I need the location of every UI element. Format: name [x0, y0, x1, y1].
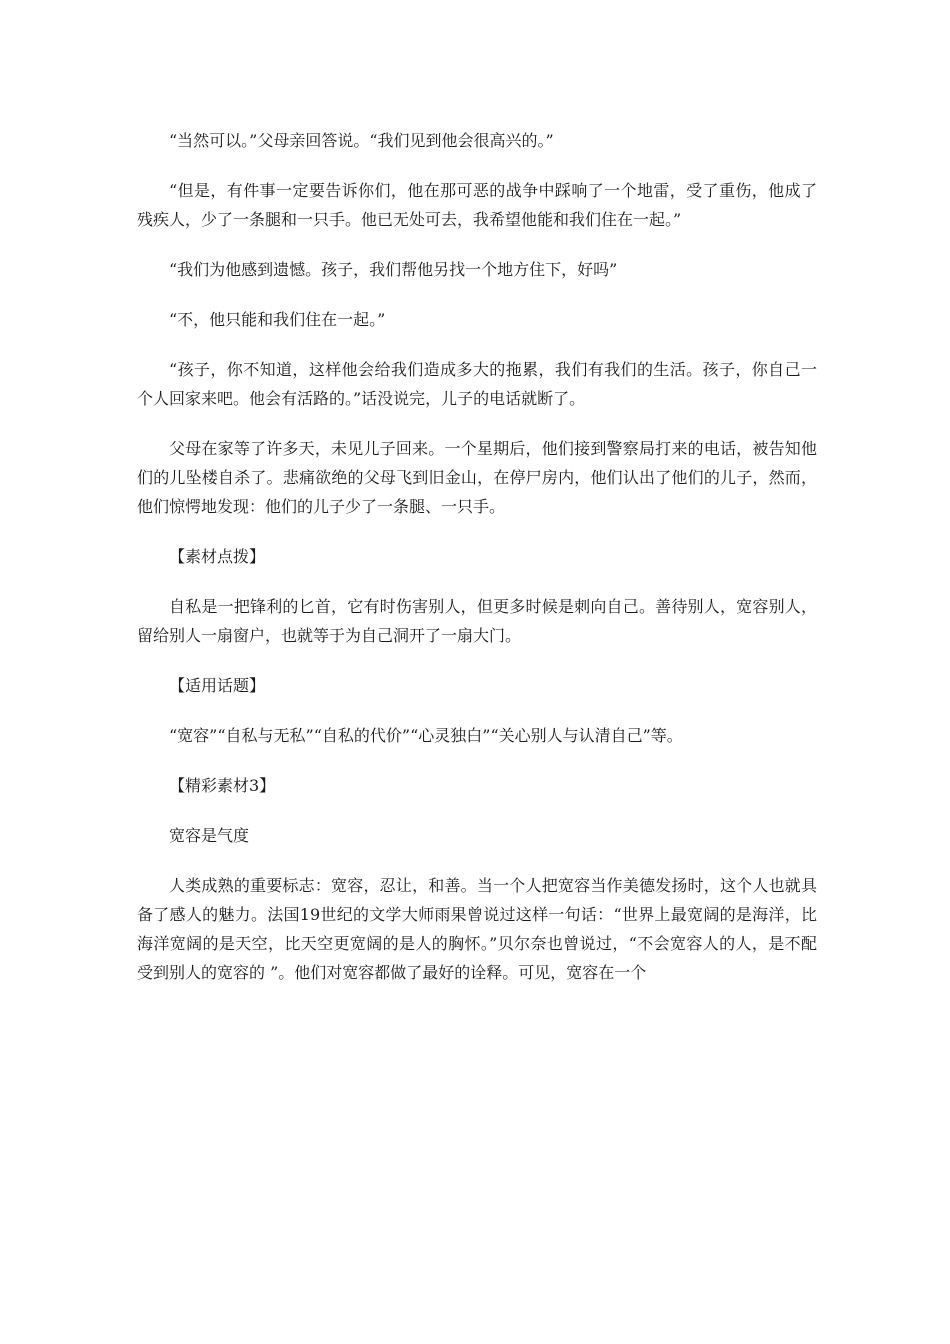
paragraph-reply-parents: “当然可以。”父母亲回答说。“我们见到他会很高兴的。”	[169, 131, 554, 150]
document-body	[137, 126, 817, 1008]
paragraph-commentary: 自私是一把锋利的匕首，它有时伤害别人，但更多时候是刺向自己。善待别人，宽容别人，留给别人一扇窗户，也就等于为自己洞开了一扇大门。	[137, 597, 817, 645]
section-heading-commentary: 【素材点拨】	[169, 547, 266, 566]
paragraph-topics: “宽容”“自私与无私”“自私的代价”“心灵独白”“关心别人与认清自己”等。	[169, 726, 683, 745]
section-heading-topics: 【适用话题】	[169, 676, 266, 695]
section-heading-material-3: 【精彩素材3】	[169, 776, 276, 795]
paragraph-son-request: “但是，有件事一定要告诉你们，他在那可恶的战争中踩响了一个地雷，受了重伤，他成了残疾人，少了一条腿和一只手。他已无处可去，我希望他能和我们住在一起。”	[137, 181, 817, 229]
paragraph-parents-refuse: “孩子，你不知道，这样他会给我们造成多大的拖累，我们有我们的生活。孩子，你自己一个人回家来吧。他会有活路的。”话没说完，儿子的电话就断了。	[137, 360, 817, 408]
paragraph-tragic-ending: 父母在家等了许多天，未见儿子回来。一个星期后，他们接到警察局打来的电话，被告知他们的儿坠楼自杀了。悲痛欲绝的父母飞到旧金山，在停尸房内，他们认出了他们的儿子，然而，他们惊愕地发现：他们的儿子少了一条腿、一只手。	[137, 439, 817, 516]
paragraph-tolerance: 人类成熟的重要标志：宽容，忍让，和善。当一个人把宽容当作美德发扬时，这个人也就具备了感人的魅力。法国19世纪的文学大师雨果曾说过这样一句话：“世界上最宽阔的是海洋，比海洋宽阔的是天空，比天空更宽阔的是人的胸怀。”贝尔奈也曾说过，“不会宽容人的人，是不配受到别人的宽容的 ”。他们对宽容都做了最好的诠释。可见，宽容在一个	[137, 876, 817, 982]
paragraph-parents-regret: “我们为他感到遗憾。孩子，我们帮他另找一个地方住下，好吗”	[169, 260, 618, 279]
material-title: 宽容是气度	[169, 826, 250, 845]
paragraph-son-insist: “不，他只能和我们住在一起。”	[169, 310, 386, 329]
